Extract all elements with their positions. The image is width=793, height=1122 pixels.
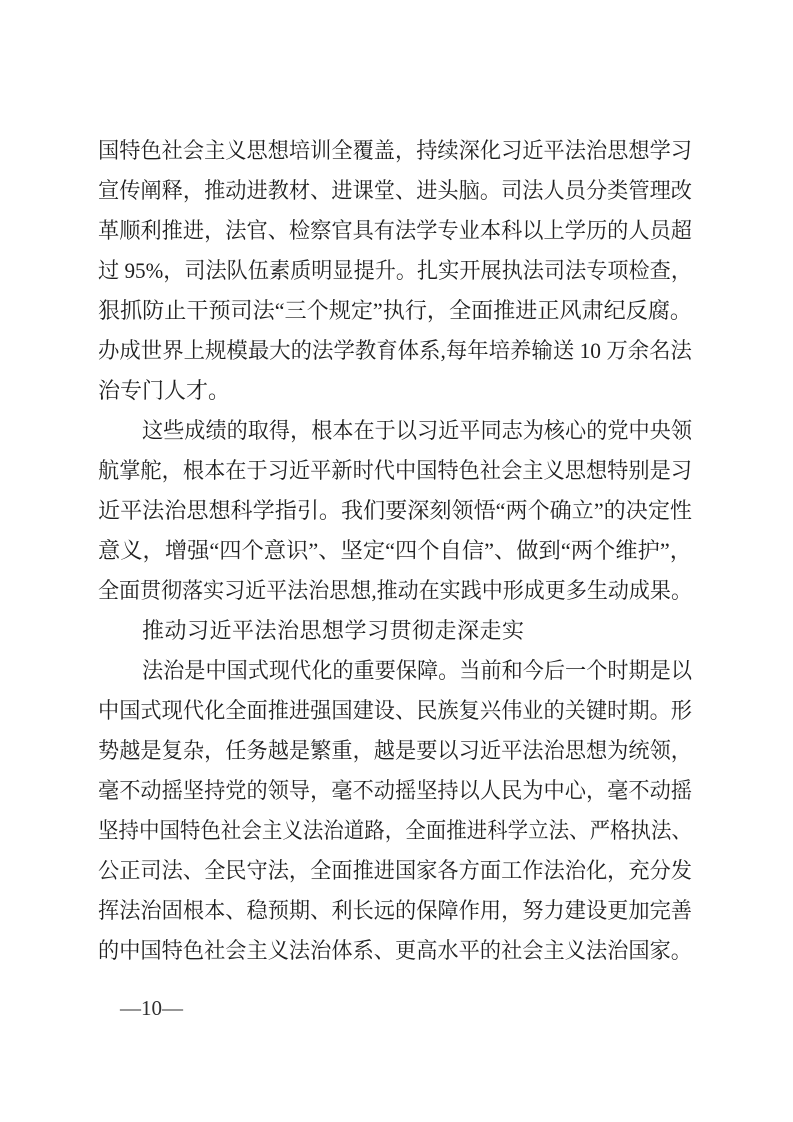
- text-line-content: 治专门人才。: [98, 378, 231, 403]
- text-line: [98, 811, 692, 851]
- text-line: [98, 171, 692, 211]
- text-line-content: 势越是复杂，任务越是繁重，越是要以习近平法治思想为统领，: [98, 738, 693, 763]
- text-line: [98, 691, 692, 731]
- text-line-content: 法治是中国式现代化的重要保障。当前和今后一个时期是以: [142, 658, 692, 683]
- text-line-content: 过 95%，司法队伍素质明显提升。扎实开展执法司法专项检查，: [98, 258, 692, 283]
- text-line-content: 推动习近平法治思想学习贯彻走深走实: [142, 618, 525, 643]
- page-number: —10—: [120, 996, 183, 1020]
- text-line-content: 坚持中国特色社会主义法治道路，全面推进科学立法、严格执法、: [98, 818, 692, 843]
- text-line: [98, 891, 692, 931]
- text-line: [98, 291, 692, 331]
- text-line: [98, 211, 692, 251]
- text-line: [98, 531, 692, 571]
- paragraph: [98, 131, 692, 411]
- text-line: [98, 131, 692, 171]
- text-line-content: 中国式现代化全面推进强国建设、民族复兴伟业的关键时期。形: [98, 698, 693, 723]
- text-line: [98, 731, 692, 771]
- text-line: [98, 571, 692, 611]
- text-line: [98, 371, 692, 411]
- text-line-content: 毫不动摇坚持党的领导，毫不动摇坚持以人民为中心，毫不动摇: [98, 778, 693, 803]
- text-line-content: 挥法治固根本、稳预期、利长远的保障作用，努力建设更加完善: [98, 898, 693, 923]
- text-line-content: 的中国特色社会主义法治体系、更高水平的社会主义法治国家。: [98, 938, 693, 963]
- text-line: [98, 491, 692, 531]
- text-line-content: 这些成绩的取得，根本在于以习近平同志为核心的党中央领: [142, 418, 692, 443]
- paragraph: [98, 411, 692, 611]
- text-line: [98, 331, 692, 371]
- text-line: [98, 251, 692, 291]
- text-line: [98, 851, 692, 891]
- paragraph: [98, 651, 692, 971]
- text-line-content: 近平法治思想科学指引。我们要深刻领悟“两个确立”的决定性: [98, 498, 693, 523]
- page-footer: [120, 995, 183, 1021]
- text-line: [98, 611, 692, 651]
- text-line-content: 革顺利推进，法官、检察官具有法学专业本科以上学历的人员超: [98, 218, 693, 243]
- text-line-content: 意义，增强“四个意识”、坚定“四个自信”、做到“两个维护”，: [98, 538, 692, 563]
- text-line: [98, 411, 692, 451]
- text-line-content: 狠抓防止干预司法“三个规定”执行，全面推进正风肃纪反腐。: [98, 298, 693, 323]
- text-line-content: 公正司法、全民守法，全面推进国家各方面工作法治化，充分发: [98, 858, 693, 883]
- text-line-content: 办成世界上规模最大的法学教育体系,每年培养输送 10 万余名法: [98, 338, 692, 363]
- text-line-content: 国特色社会主义思想培训全覆盖，持续深化习近平法治思想学习: [98, 138, 693, 163]
- text-line-content: 全面贯彻落实习近平法治思想,推动在实践中形成更多生动成果。: [98, 578, 692, 603]
- document-body: [98, 131, 692, 971]
- text-line: [98, 931, 692, 971]
- text-line: [98, 771, 692, 811]
- text-line-content: 航掌舵，根本在于习近平新时代中国特色社会主义思想特别是习: [98, 458, 693, 483]
- text-line-content: 宣传阐释，推动进教材、进课堂、进头脑。司法人员分类管理改: [98, 178, 693, 203]
- text-line: [98, 651, 692, 691]
- section-subheading: [98, 611, 692, 651]
- text-line: [98, 451, 692, 491]
